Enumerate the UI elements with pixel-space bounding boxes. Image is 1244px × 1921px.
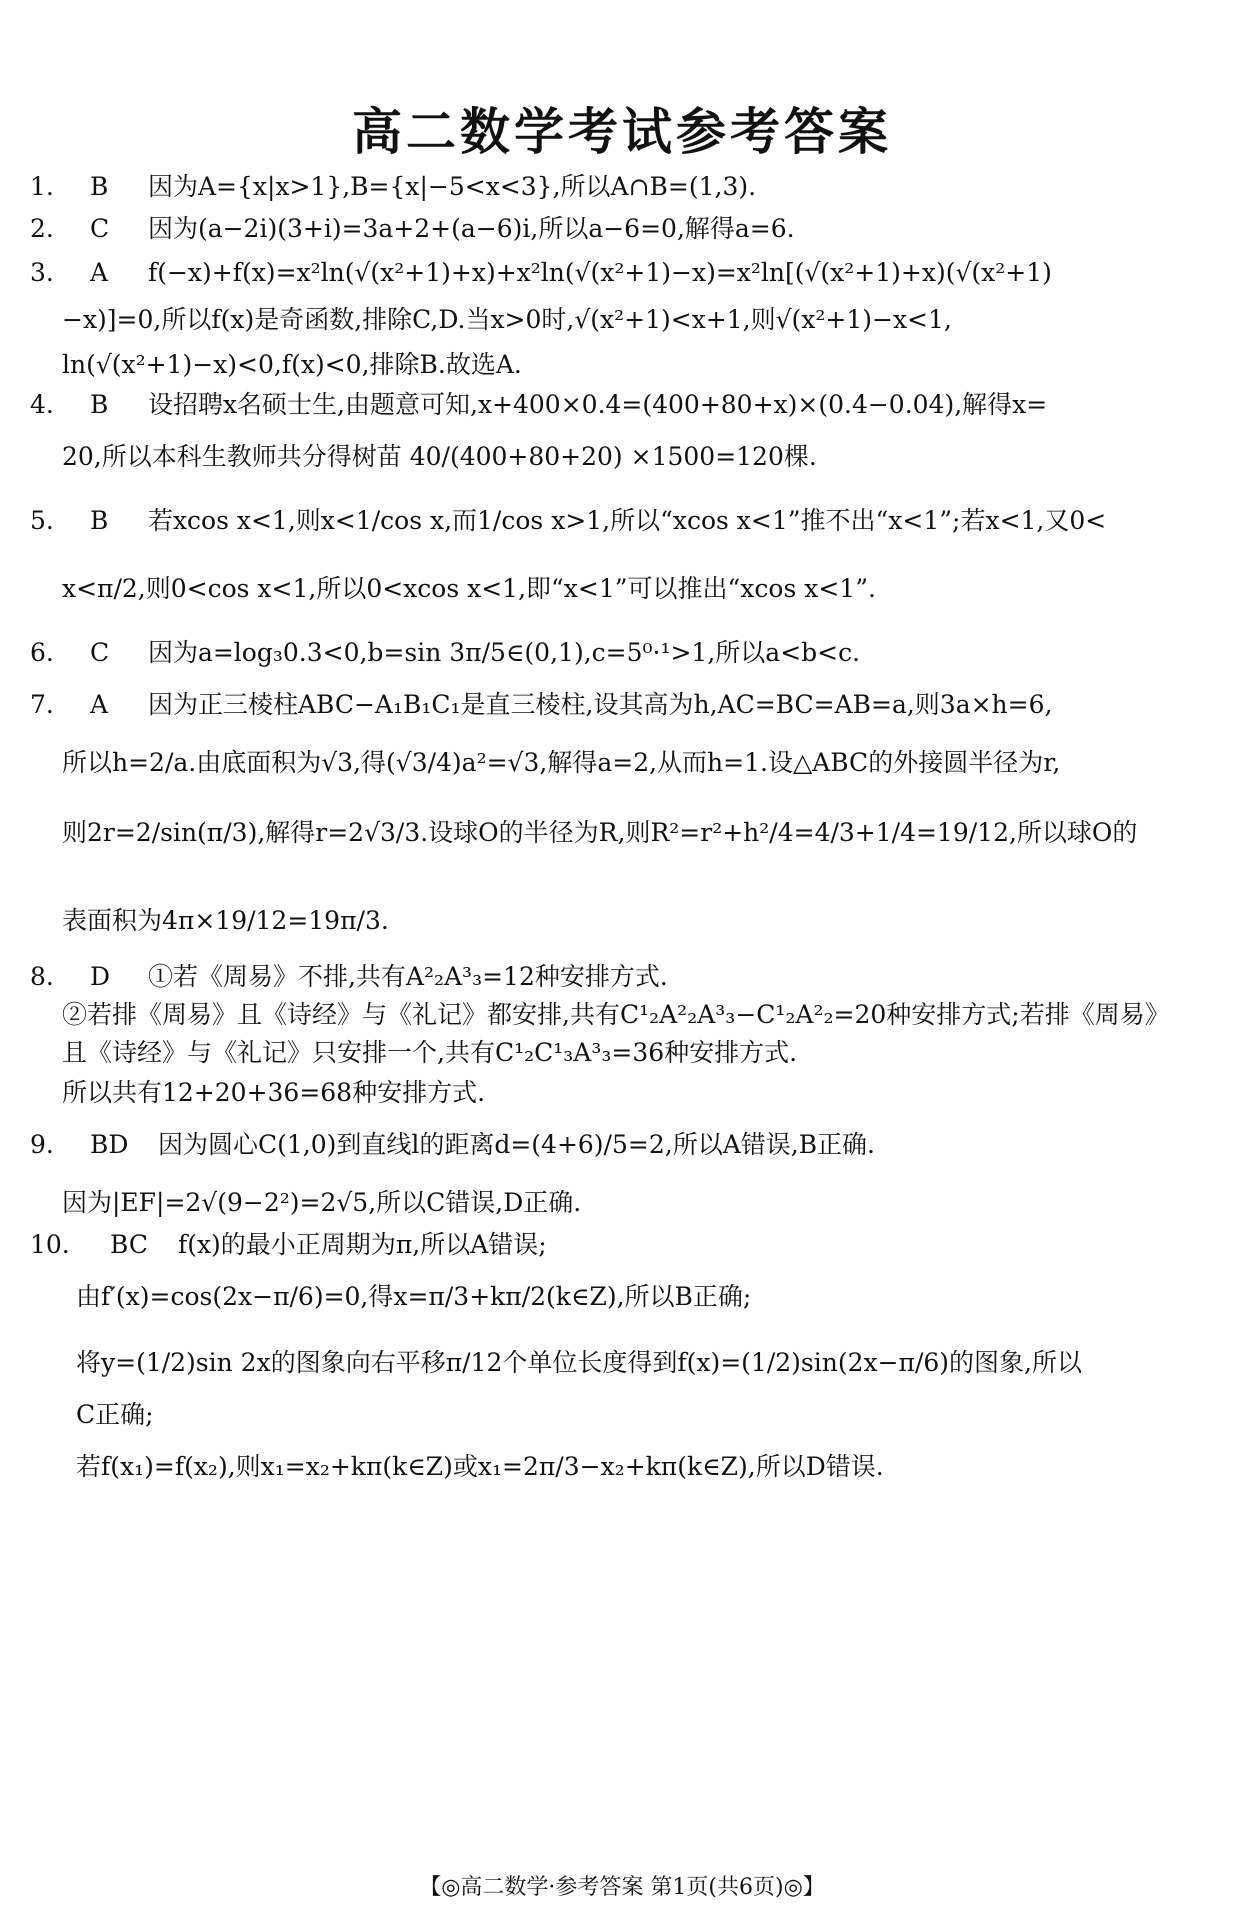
item-answer: B	[90, 390, 109, 419]
answer-item-3	[30, 256, 1208, 290]
item-text: 因为A={x|x>1},B={x|−5<x<3},所以A∩B=(1,3).	[147, 172, 757, 201]
answer-item-9	[30, 1128, 1208, 1162]
item-text-continued: x<π/2,则0<cos x<1,所以0<xcos x<1,即“x<1”可以推出“xcos x<1”.	[62, 574, 876, 603]
answer-item-8	[30, 960, 1208, 994]
answer-item-2	[30, 212, 1208, 246]
answer-item-10	[30, 1228, 1208, 1262]
page-footer: 【◎高二数学·参考答案 第1页(共6页)◎】	[419, 1875, 825, 1900]
item-answer: D	[90, 962, 111, 991]
item-text-continued: 则2r=2/sin(π/3),解得r=2√3/3.设球O的半径为R,则R²=r²+h²/4=4/3+1/4=19/12,所以球O的	[62, 818, 1138, 847]
item-number: 6.	[30, 638, 54, 667]
item-text: 若xcos x<1,则x<1/cos x,而1/cos x>1,所以“xcos x<1”推不出“x<1”;若x<1,又0<	[147, 506, 1107, 535]
item-text-continued: 所以共有12+20+36=68种安排方式.	[62, 1078, 486, 1107]
item-number: 5.	[30, 506, 54, 535]
answer-item-6	[30, 636, 1208, 670]
item-answer: B	[90, 506, 109, 535]
item-number: 3.	[30, 258, 54, 287]
item-number: 10.	[30, 1230, 70, 1259]
answer-item-1	[30, 170, 1208, 204]
item-answer: C	[90, 638, 110, 667]
item-text-continued: 将y=(1/2)sin 2x的图象向右平移π/12个单位长度得到f(x)=(1/2)sin(2x−π/6)的图象,所以	[76, 1348, 1082, 1377]
item-text-continued: 若f(x₁)=f(x₂),则x₁=x₂+kπ(k∈Z)或x₁=2π/3−x₂+kπ(k∈Z),所以D错误.	[76, 1452, 884, 1481]
item-text-continued: ②若排《周易》且《诗经》与《礼记》都安排,共有C¹₂A²₂A³₃−C¹₂A²₂=20种安排方式;若排《周易》	[62, 1000, 1170, 1029]
item-text-continued: 且《诗经》与《礼记》只安排一个,共有C¹₂C¹₃A³₃=36种安排方式.	[62, 1038, 798, 1067]
answer-item-4	[30, 388, 1208, 422]
item-answer: C	[90, 214, 110, 243]
item-number: 9.	[30, 1130, 54, 1159]
item-text-continued: 20,所以本科生教师共分得树苗 40/(400+80+20) ×1500=120棵.	[62, 442, 817, 471]
item-number: 1.	[30, 172, 54, 201]
item-number: 7.	[30, 690, 54, 719]
answer-item-7	[30, 688, 1208, 722]
page-title: 高二数学考试参考答案	[352, 103, 892, 161]
item-text-continued: 所以h=2/a.由底面积为√3,得(√3/4)a²=√3,解得a=2,从而h=1.设△ABC的外接圆半径为r,	[62, 748, 1061, 777]
item-text: f(x)的最小正周期为π,所以A错误;	[177, 1230, 547, 1259]
item-text-continued: 表面积为4π×19/12=19π/3.	[62, 906, 389, 935]
item-text-continued: ln(√(x²+1)−x)<0,f(x)<0,排除B.故选A.	[62, 350, 522, 379]
item-text-continued: 由f′(x)=cos(2x−π/6)=0,得x=π/3+kπ/2(k∈Z),所以B正确;	[76, 1282, 752, 1311]
item-answer: BD	[90, 1130, 129, 1159]
answer-item-5	[30, 504, 1208, 538]
item-text: 因为圆心C(1,0)到直线l的距离d=(4+6)/5=2,所以A错误,B正确.	[157, 1130, 876, 1159]
item-number: 2.	[30, 214, 54, 243]
item-number: 8.	[30, 962, 54, 991]
item-text: 因为(a−2i)(3+i)=3a+2+(a−6)i,所以a−6=0,解得a=6.	[147, 214, 795, 243]
item-answer: B	[90, 172, 109, 201]
item-text-continued: C正确;	[76, 1400, 154, 1429]
item-text-continued: 因为|EF|=2√(9−2²)=2√5,所以C错误,D正确.	[62, 1188, 582, 1217]
item-answer: A	[90, 258, 109, 287]
item-text: 因为正三棱柱ABC−A₁B₁C₁是直三棱柱,设其高为h,AC=BC=AB=a,则3a×h=6,	[147, 690, 1053, 719]
item-text: 设招聘x名硕士生,由题意可知,x+400×0.4=(400+80+x)×(0.4−0.04),解得x=	[147, 390, 1048, 419]
item-text: f(−x)+f(x)=x²ln(√(x²+1)+x)+x²ln(√(x²+1)−x)=x²ln[(√(x²+1)+x)(√(x²+1)	[147, 258, 1052, 287]
item-text-continued: −x)]=0,所以f(x)是奇函数,排除C,D.当x>0时,√(x²+1)<x+1,则√(x²+1)−x<1,	[62, 305, 952, 334]
item-text: 因为a=log₃0.3<0,b=sin 3π/5∈(0,1),c=5⁰·¹>1,所以a<b<c.	[147, 638, 861, 667]
item-answer: BC	[110, 1230, 148, 1259]
item-answer: A	[90, 690, 109, 719]
item-text: ①若《周易》不排,共有A²₂A³₃=12种安排方式.	[147, 962, 668, 991]
item-number: 4.	[30, 390, 54, 419]
